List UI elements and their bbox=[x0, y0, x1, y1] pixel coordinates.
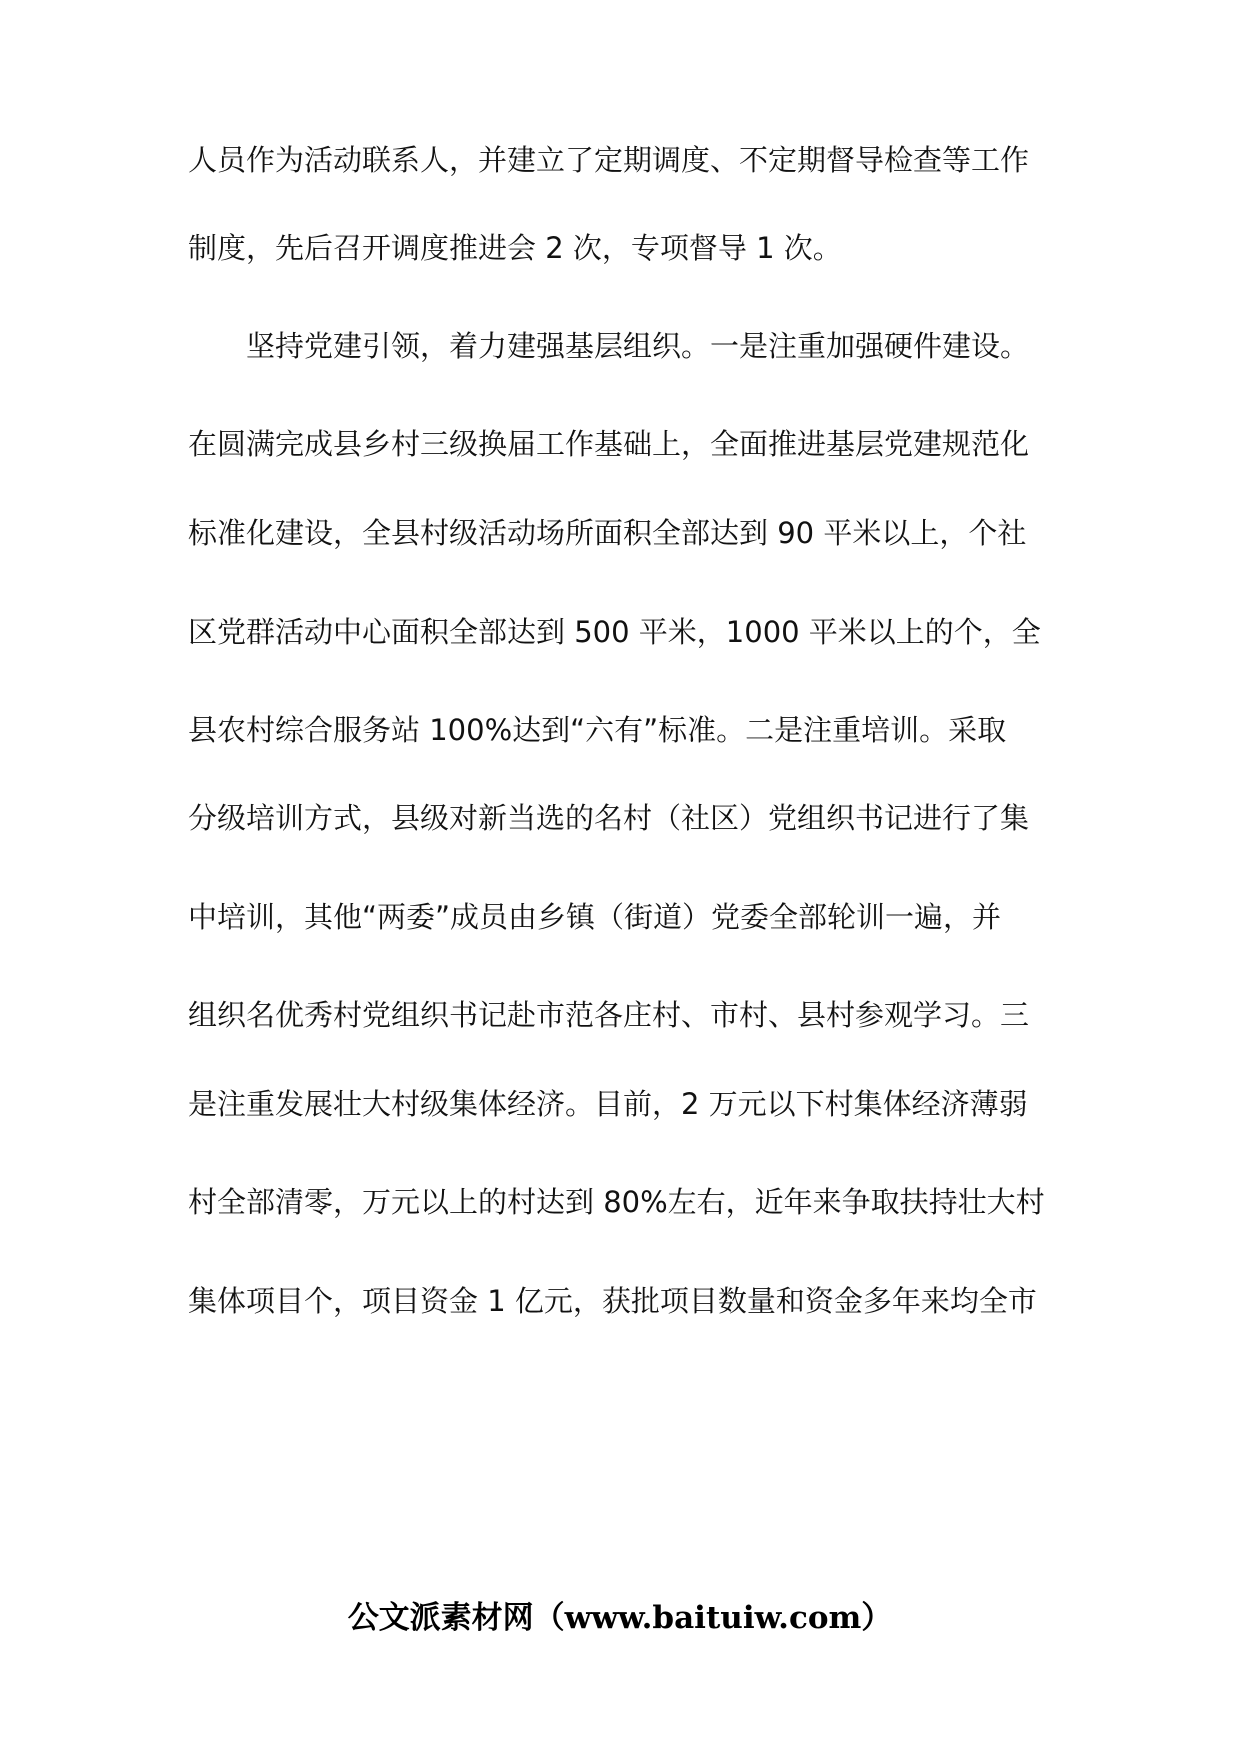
paragraph-line: 在圆满完成县乡村三级换届工作基础上，全面推进基层党建规范化 bbox=[188, 427, 1030, 461]
paragraph-line: 标准化建设，全县村级活动场所面积全部达到 90 平米以上，个社 bbox=[188, 516, 1027, 550]
paragraph-line: 集体项目个，项目资金 1 亿元，获批项目数量和资金多年来均全市 bbox=[188, 1284, 1037, 1318]
paragraph-line: 村全部清零，万元以上的村达到 80%左右，近年来争取扶持壮大村 bbox=[188, 1185, 1045, 1219]
paragraph-line: 分级培训方式，县级对新当选的名村（社区）党组织书记进行了集 bbox=[188, 801, 1030, 835]
paragraph-line: 中培训，其他“两委”成员由乡镇（街道）党委全部轮训一遍，并 bbox=[188, 900, 1002, 934]
paragraph-line: 制度，先后召开调度推进会 2 次，专项督导 1 次。 bbox=[188, 231, 842, 265]
paragraph-line: 区党群活动中心面积全部达到 500 平米，1000 平米以上的个，全 bbox=[188, 615, 1041, 649]
paragraph-line: 是注重发展壮大村级集体经济。目前，2 万元以下村集体经济薄弱 bbox=[188, 1087, 1028, 1121]
footer-watermark-text: 公文派素材网（www.baituiw.com） bbox=[347, 1600, 893, 1636]
paragraph-line: 组织名优秀村党组织书记赴市范各庄村、市村、县村参观学习。三 bbox=[188, 998, 1030, 1032]
paragraph-line: 县农村综合服务站 100%达到“六有”标准。二是注重培训。采取 bbox=[188, 713, 1007, 747]
paragraph-line: 人员作为活动联系人，并建立了定期调度、不定期督导检查等工作 bbox=[188, 143, 1030, 177]
paragraph-line: 坚持党建引领，着力建强基层组织。一是注重加强硬件建设。 bbox=[246, 329, 1030, 363]
